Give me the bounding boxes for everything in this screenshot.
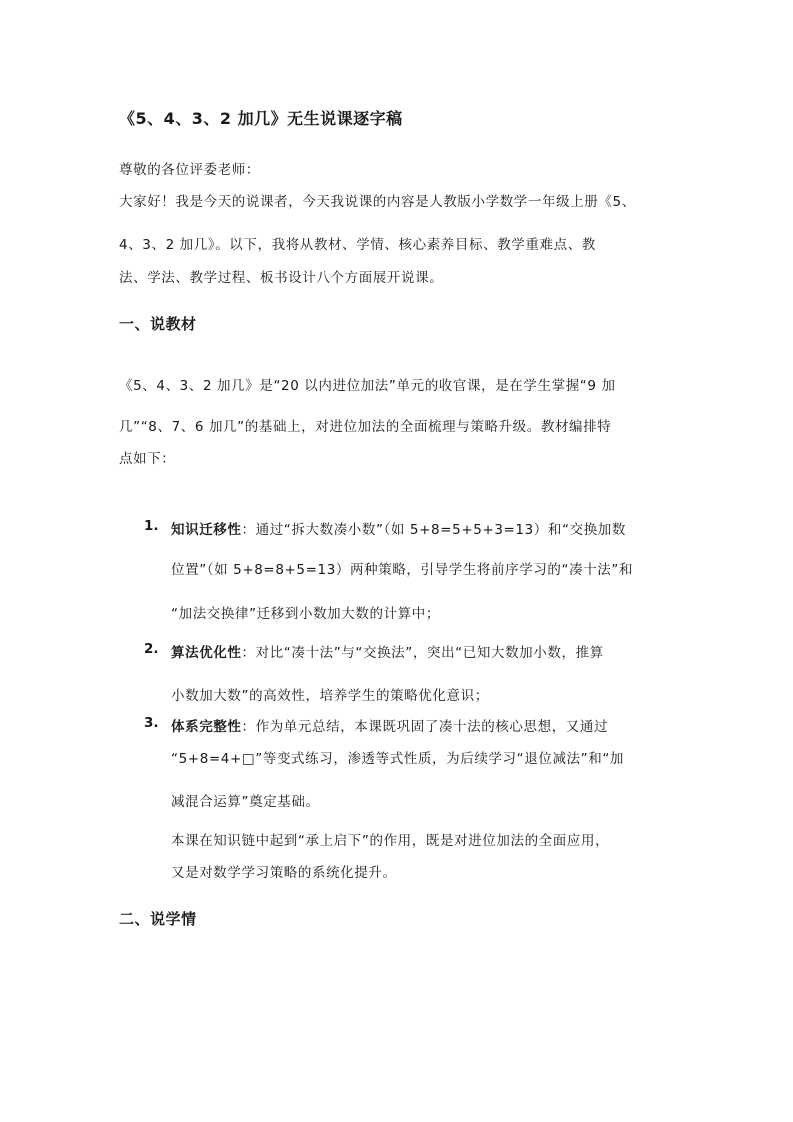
list-item-text: ：对比“凑十法”与“交换法”，突出“已知大数加小数，推算 (241, 645, 604, 661)
intro-line-2: 4、3、2 加几》。以下，我将从教材、学情、核心素养目标、教学重难点、教 (119, 237, 596, 253)
list-item-line (171, 641, 604, 661)
list-item-line (171, 715, 608, 735)
summary-line-2: 又是对数学学习策略的系统化提升。 (171, 865, 397, 881)
list-item-label: 体系完整性 (171, 719, 242, 735)
section-heading-textbook: 一、说教材 (119, 315, 197, 333)
list-item-number: 3. (144, 715, 159, 731)
list-item-label: 算法优化性 (171, 645, 242, 661)
textbook-para-line-1: 《5、4、3、2 加几》是“20 以内进位加法”单元的收官课，是在学生掌握“9 加 (119, 378, 616, 394)
intro-line-3: 法、学法、教学过程、板书设计八个方面展开说课。 (119, 270, 444, 286)
list-item-line: “加法交换律”迁移到小数加大数的计算中； (171, 606, 440, 622)
textbook-para-line-3: 点如下： (119, 451, 176, 467)
summary-line-1: 本课在知识链中起到“承上启下”的作用，既是对进位加法的全面应用， (171, 833, 610, 849)
list-item-text: ：通过“拆大数凑小数”（如 5+8=5+5+3=13）和“交换加数 (241, 522, 627, 538)
list-item-line: 位置”（如 5+8=8+5=13）两种策略，引导学生将前序学习的“凑十法”和 (171, 562, 634, 578)
list-item-line: 减混合运算”奠定基础。 (171, 794, 320, 810)
list-item-number: 2. (144, 641, 159, 657)
section-heading-students: 二、说学情 (119, 910, 197, 928)
list-item-label: 知识迁移性 (171, 522, 242, 538)
list-item-line: 小数加大数”的高效性，培养学生的策略优化意识； (171, 688, 489, 704)
greeting: 尊敬的各位评委老师： (119, 162, 260, 178)
list-item-number: 1. (144, 518, 159, 534)
list-item-line: “5+8=4+□”等变式练习，渗透等式性质，为后续学习“退位减法”和“加 (171, 751, 625, 767)
textbook-para-line-2: 几”“8、7、6 加几”的基础上，对进位加法的全面梳理与策略升级。教材编排特 (119, 419, 612, 435)
list-item-text: ：作为单元总结，本课既巩固了凑十法的核心思想，又通过 (241, 719, 609, 735)
intro-line-1: 大家好！我是今天的说课者，今天我说课的内容是人教版小学数学一年级上册《5、 (119, 194, 636, 210)
list-item-line (171, 518, 626, 538)
document-title: 《5、4、3、2 加几》无生说课逐字稿 (119, 109, 403, 128)
